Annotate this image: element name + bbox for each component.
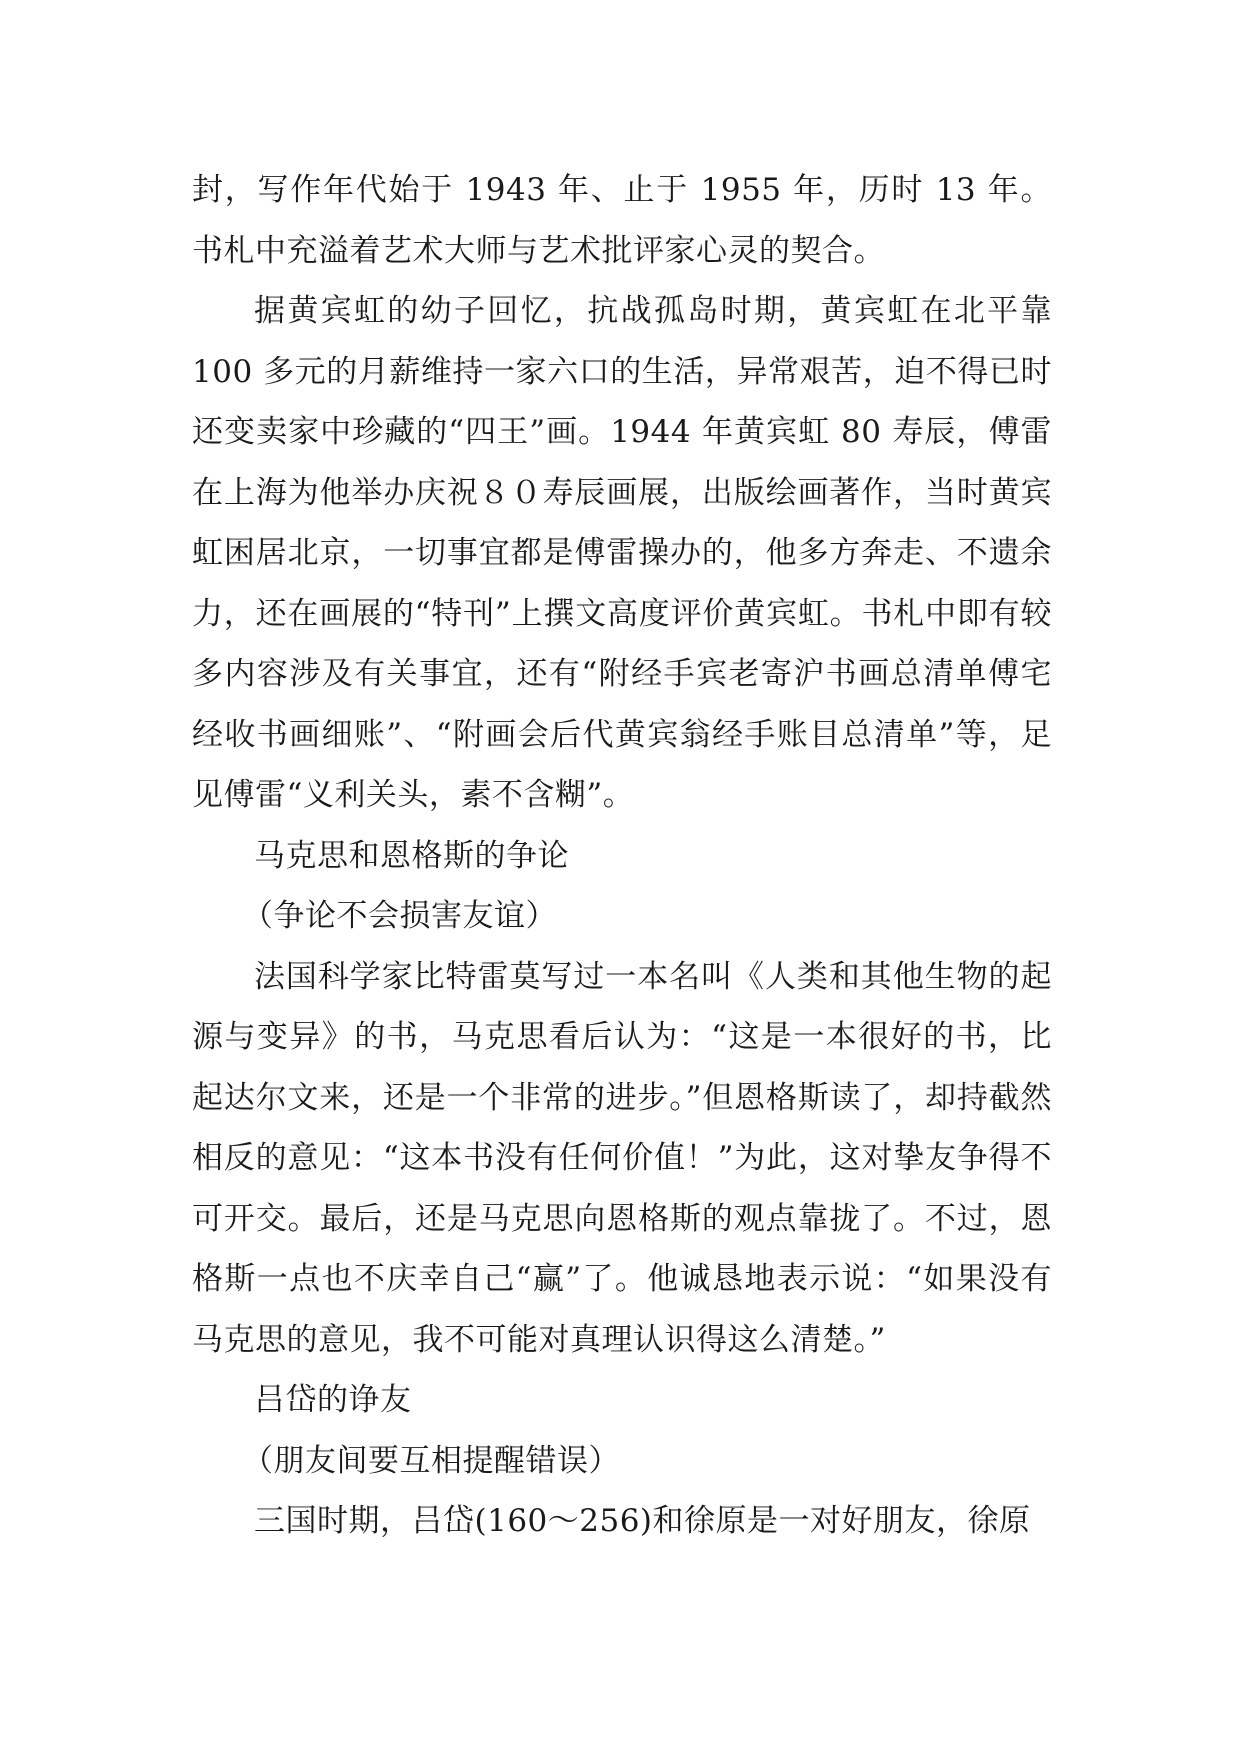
paragraph-huang-binhong: 据黄宾虹的幼子回忆，抗战孤岛时期，黄宾虹在北平靠 100 多元的月薪维持一家六口的生活，异常艰苦，迫不得已时还变卖家中珍藏的“四王”画。1944 年黄宾虹 80 寿辰，傅雷在上海为他举办庆祝８０寿辰画展，出版绘画著作，当时黄宾虹困居北京，一切事宜都是傅雷操办的，他多方奔走、不遗余力，还在画展的“特刊”上撰文高度评价黄宾虹。书札中即有较多内容涉及有关事宜，还有“附经手宾老寄沪书画总清单傅宅经收书画细账”、“附画会后代黄宾翁经手账目总清单”等，足见傅雷“义利关头，素不含糊”。: [192, 293, 1052, 813]
paragraph-lv-dai: 三国时期，吕岱(160～256)和徐原是一对好朋友，徐原: [254, 1503, 1031, 1539]
paragraph-marx-engels: 法国科学家比特雷莫写过一本名叫《人类和其他生物的起源与变异》的书，马克思看后认为：“这是一本很好的书，比起达尔文来，还是一个非常的进步。”但恩格斯读了，却持截然相反的意见：“这本书没有任何价值！”为此，这对挚友争得不可开交。最后，还是马克思向恩格斯的观点靠拢了。不过，恩格斯一点也不庆幸自己“赢”了。他诚恳地表示说：“如果没有马克思的意见，我不可能对真理认识得这么清楚。”: [192, 958, 1052, 1358]
section-subtitle-marx-engels: （争论不会损害友谊）: [242, 898, 557, 934]
section-subtitle-lv-dai: （朋友间要互相提醒错误）: [242, 1442, 620, 1479]
section-title-marx-engels: 马克思和恩格斯的争论: [254, 837, 569, 874]
paragraph-continuation: 封，写作年代始于 1943 年、止于 1955 年，历时 13 年。书札中充溢着艺术大师与艺术批评家心灵的契合。: [192, 172, 1052, 269]
section-title-lv-dai: 吕岱的诤友: [254, 1382, 412, 1418]
document-body: [192, 160, 1052, 1552]
